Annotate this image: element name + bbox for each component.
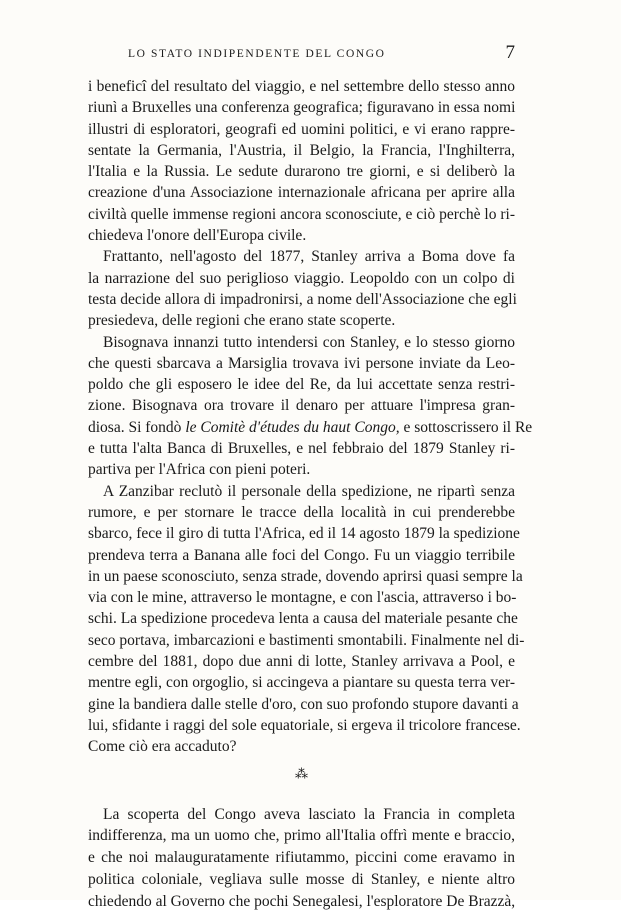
text-line — [88, 651, 515, 672]
text-line — [88, 481, 515, 502]
text-line — [88, 804, 515, 826]
text-segment: la narrazione del suo periglioso viaggio. Leopoldo con un colpo di — [88, 270, 515, 287]
text-line — [88, 630, 515, 651]
text-segment: chiedendo al Governo che pochi Senegalesi, l'esploratore De Brazzà, — [88, 893, 515, 910]
text-line — [88, 587, 515, 608]
text-segment: indifferenza, ma un uomo che, primo all'Italia offrì mente e braccio, — [88, 827, 515, 844]
asterism-separator — [88, 758, 515, 798]
text-line — [88, 161, 515, 182]
text-segment: testa decide allora di impadronirsi, a nome dell'Associazione che egli — [88, 291, 517, 308]
text-line — [88, 502, 515, 523]
text-line — [88, 268, 515, 289]
text-line — [88, 97, 515, 118]
text-line — [88, 119, 515, 140]
text-segment: sentate la Germania, l'Austria, il Belgio, la Francia, l'Inghilterra, — [88, 142, 515, 159]
text-segment: A Zanzibar reclutò il personale della spedizione, ne ripartì senza — [103, 483, 515, 500]
text-line — [88, 310, 515, 331]
text-segment: partiva per l'Africa con pieni poteri. — [88, 461, 310, 478]
text-line — [88, 545, 515, 566]
text-segment: l'Italia e la Russia. Le sedute durarono tre giorni, e si deliberò la — [88, 163, 515, 180]
text-segment: chiedeva l'onore dell'Europa civile. — [88, 227, 306, 244]
text-line — [88, 353, 515, 374]
paragraph — [88, 481, 515, 758]
text-segment: civiltà quelle immense regioni ancora sconosciute, e ciò perchè lo ri- — [88, 206, 515, 223]
text-line — [88, 608, 515, 629]
text-segment: Bisognava innanzi tutto intendersi con Stanley, e lo stesso giorno — [103, 334, 515, 351]
text-segment: rumore, e per stornare le tracce della località in cui prenderebbe — [88, 504, 515, 521]
text-segment: cembre del 1881, dopo due anni di lotte, Stanley arrivava a Pool, e — [88, 653, 515, 670]
text-segment: creazione d'una Associazione internazionale africana per aprire alla — [88, 184, 515, 201]
text-segment: schi. La spedizione procedeva lenta a causa del materiale pesante che — [88, 610, 518, 627]
text-segment: diosa. Si fondò — [88, 419, 185, 436]
section-two — [88, 804, 515, 912]
text-segment: riunì a Bruxelles una conferenza geografica; figuravano in essa nomi — [88, 99, 515, 116]
text-line — [88, 672, 515, 693]
text-segment: e tutta l'alta Banca di Bruxelles, e nel febbraio del 1879 Stanley ri- — [88, 440, 515, 457]
body-text — [88, 76, 515, 912]
text-segment: zione. Bisognava ora trovare il denaro per attuare l'impresa gran- — [88, 397, 515, 414]
paragraph — [88, 76, 515, 246]
text-line — [88, 225, 515, 246]
text-segment: illustri di esploratori, geografi ed uomini politici, e vi erano rappre- — [88, 121, 515, 138]
text-line — [88, 694, 515, 715]
text-line — [88, 523, 515, 544]
text-segment: Come ciò era accaduto? — [88, 738, 236, 755]
text-line — [88, 736, 515, 757]
text-line — [88, 204, 515, 225]
text-segment: e sottoscrissero il Re — [400, 419, 533, 436]
text-line — [88, 825, 515, 847]
text-segment: politica coloniale, vegliava sulle mosse di Stanley, e niente altro — [88, 871, 515, 888]
italic-title: le Comitè d'études du haut Congo, — [185, 419, 399, 436]
text-line — [88, 869, 515, 891]
text-segment: prendeva terra a Banana alle foci del Congo. Fu un viaggio terribile — [88, 547, 515, 564]
page-header — [88, 44, 515, 66]
paragraphs — [88, 76, 515, 758]
text-line — [88, 182, 515, 203]
text-line — [88, 246, 515, 267]
text-line — [88, 395, 515, 416]
text-segment: presiedeva, delle regioni che erano state scoperte. — [88, 312, 395, 329]
paragraph — [88, 332, 515, 481]
text-line — [88, 891, 515, 912]
running-title: LO STATO INDIPENDENTE DEL CONGO — [128, 48, 386, 60]
text-segment: La scoperta del Congo aveva lasciato la Francia in completa — [103, 806, 515, 823]
text-segment: e che noi malauguratamente rifiutammo, piccini come eravamo in — [88, 849, 515, 866]
text-line — [88, 140, 515, 161]
text-segment: sbarco, fece il giro di tutta l'Africa, ed il 14 agosto 1879 la spedizione — [88, 525, 520, 542]
asterism-mark: ⁂ — [295, 768, 308, 781]
text-segment: che questi sbarcava a Marsiglia trovava ivi persone inviate da Leo- — [88, 355, 515, 372]
text-line — [88, 715, 515, 736]
text-line — [88, 332, 515, 353]
text-segment: gine la bandiera dalle stelle d'oro, con suo profondo stupore davanti a — [88, 696, 519, 713]
text-line — [88, 459, 515, 480]
text-line — [88, 289, 515, 310]
text-line — [88, 438, 515, 459]
text-segment: lui, sfidante i raggi del sole equatoriale, si ergeva il tricolore francese. — [88, 717, 521, 734]
text-line — [88, 566, 515, 587]
text-segment: mentre egli, con orgoglio, si accingeva a piantare su questa terra ver- — [88, 674, 515, 691]
paragraph — [88, 246, 515, 331]
text-line — [88, 417, 515, 438]
text-segment: i beneficî del resultato del viaggio, e nel settembre dello stesso anno — [88, 78, 515, 95]
text-line — [88, 374, 515, 395]
text-segment: via con le mine, attraverso le montagne, e con l'ascia, attraverso i bo- — [88, 589, 516, 606]
text-segment: Frattanto, nell'agosto del 1877, Stanley arriva a Boma dove fa — [103, 248, 515, 265]
text-segment: in un paese sconosciuto, senza strade, dovendo aprirsi quasi sempre la — [88, 568, 523, 585]
text-segment: poldo che gli esposero le idee del Re, da lui accettate senza restri- — [88, 376, 515, 393]
text-segment: seco portava, imbarcazioni e bastimenti smontabili. Finalmente nel di- — [88, 632, 524, 649]
text-line — [88, 76, 515, 97]
text-line — [88, 847, 515, 869]
page-number: 7 — [506, 42, 516, 64]
